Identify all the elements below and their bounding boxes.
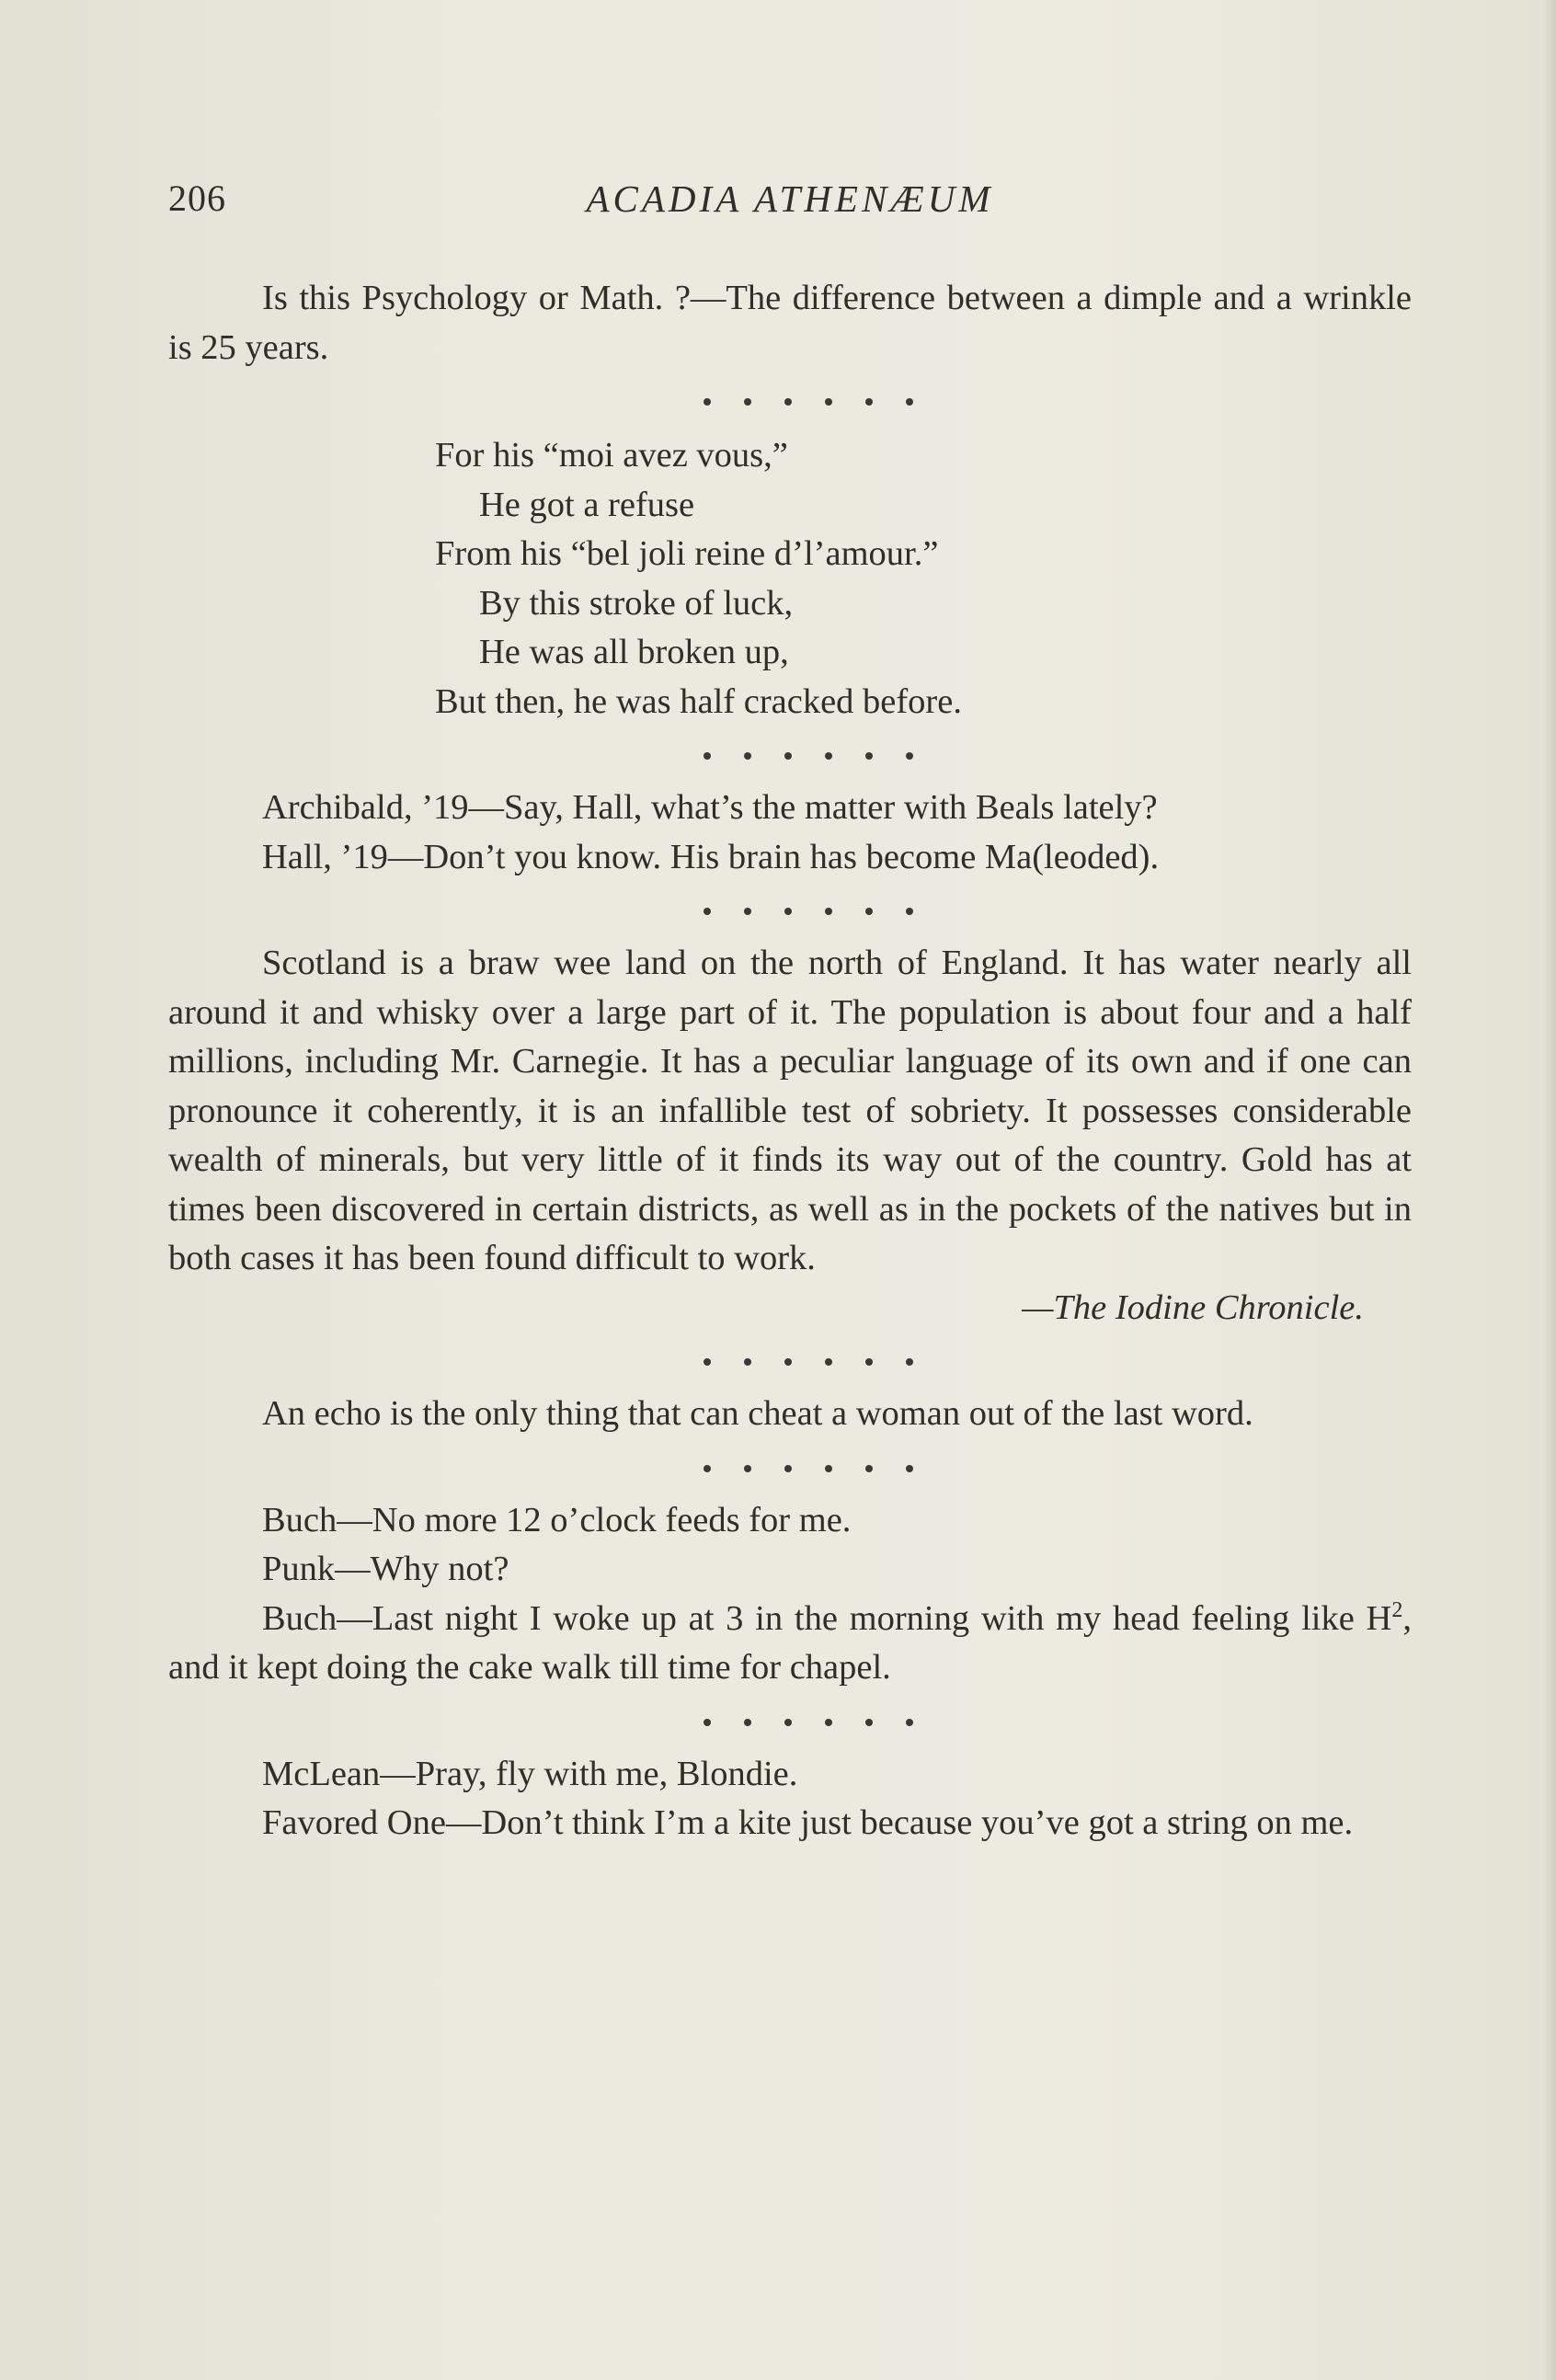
separator-dot	[784, 908, 792, 915]
poem-line: By this stroke of luck,	[479, 583, 794, 623]
separator-dot	[704, 398, 711, 406]
section-separator	[168, 1443, 1412, 1494]
separator-dot	[784, 1465, 792, 1472]
page-edge-shadow	[1543, 0, 1556, 2380]
separator-dot	[744, 1719, 751, 1726]
separator-dot	[704, 752, 711, 760]
separator-dot	[906, 908, 913, 915]
page-header	[168, 177, 1412, 232]
page-body	[168, 274, 1412, 1848]
joke-echo: An echo is the only thing that can cheat a woman out of the last word.	[262, 1394, 1253, 1433]
poem	[435, 431, 1412, 727]
dialogue-line: Buch—No more 12 o’clock feeds for me.	[262, 1500, 852, 1539]
dialogue-line: Hall, ’19—Don’t you know. His brain has become Ma(leoded).	[262, 837, 1160, 876]
separator-dot	[825, 1358, 832, 1366]
separator-dot	[865, 908, 873, 915]
separator-dot	[784, 1719, 792, 1726]
separator-dot	[825, 1719, 832, 1726]
joke-psychology-math: Is this Psychology or Math. ?—The difference between a dimple and a wrinkle is 25 years.	[168, 279, 1412, 367]
dialogue-line	[168, 1595, 1412, 1693]
poem-line: He got a refuse	[479, 485, 695, 524]
separator-dot	[784, 1358, 792, 1366]
page-number: 206	[168, 177, 226, 219]
dialogue-line: Punk—Why not?	[262, 1550, 509, 1588]
separator-dot	[825, 398, 832, 406]
separator-dot	[865, 752, 873, 760]
separator-dot	[865, 1465, 873, 1472]
separator-dot	[906, 398, 913, 406]
dialogue-archibald-hall	[168, 784, 1412, 882]
section-separator	[168, 1336, 1412, 1388]
separator-dot	[704, 1358, 711, 1366]
separator-dot	[825, 908, 832, 915]
dialogue-text: , and it kept doing the cake walk till time for chapel.	[168, 1598, 1412, 1687]
separator-dot	[784, 398, 792, 406]
separator-dot	[906, 1358, 913, 1366]
poem-line: But then, he was half cracked before.	[435, 681, 962, 721]
separator-dot	[906, 1465, 913, 1472]
poem-line: From his “bel joli reine d’l’amour.”	[435, 534, 939, 573]
separator-dot	[865, 1719, 873, 1726]
separator-dot	[784, 752, 792, 760]
separator-dot	[825, 752, 832, 760]
separator-dot	[704, 1719, 711, 1726]
dialogue-buch-punk	[168, 1496, 1412, 1693]
separator-dot	[704, 1465, 711, 1472]
running-title: ACADIA ATHENÆUM	[586, 177, 994, 220]
section-separator	[168, 730, 1412, 782]
dialogue-line: McLean—Pray, fly with me, Blondie.	[262, 1754, 798, 1793]
attribution: —The Iodine Chronicle.	[1022, 1287, 1364, 1327]
separator-dot	[906, 752, 913, 760]
section-separator	[168, 886, 1412, 937]
section-separator	[168, 1697, 1412, 1748]
poem-line: He was all broken up,	[479, 633, 789, 671]
separator-dot	[906, 1719, 913, 1726]
scotland-paragraph: Scotland is a braw wee land on the north of England. It has water nearly all around it and whisky over a large part of it. The population is about four and a half millions, including Mr. Carnegie. It has a peculiar language of its own and if one can pronounce it coherently, it is an infallible test of sobriety. It possesses considerable wealth of minerals, but very little of it finds its way out of the country. Gold has at times been discovered in certain districts, as well as in the pockets of the natives but in both cases it has been found difficult to work.	[168, 944, 1412, 1277]
superscript: 2	[1391, 1597, 1403, 1622]
separator-dot	[865, 398, 873, 406]
dialogue-line: Favored One—Don’t think I’m a kite just because you’ve got a string on me.	[262, 1803, 1354, 1842]
separator-dot	[865, 1358, 873, 1366]
dialogue-mclean	[168, 1750, 1412, 1848]
separator-dot	[744, 1358, 751, 1366]
separator-dot	[744, 908, 751, 915]
separator-dot	[704, 908, 711, 915]
dialogue-text: Buch—Last night I woke up at 3 in the morning with my head feeling like H	[262, 1598, 1392, 1638]
section-separator	[168, 376, 1412, 428]
dialogue-line: Archibald, ’19—Say, Hall, what’s the matter with Beals lately?	[262, 788, 1158, 827]
poem-line: For his “moi avez vous,”	[435, 436, 788, 475]
separator-dot	[744, 398, 751, 406]
separator-dot	[825, 1465, 832, 1472]
separator-dot	[744, 752, 751, 760]
separator-dot	[744, 1465, 751, 1472]
